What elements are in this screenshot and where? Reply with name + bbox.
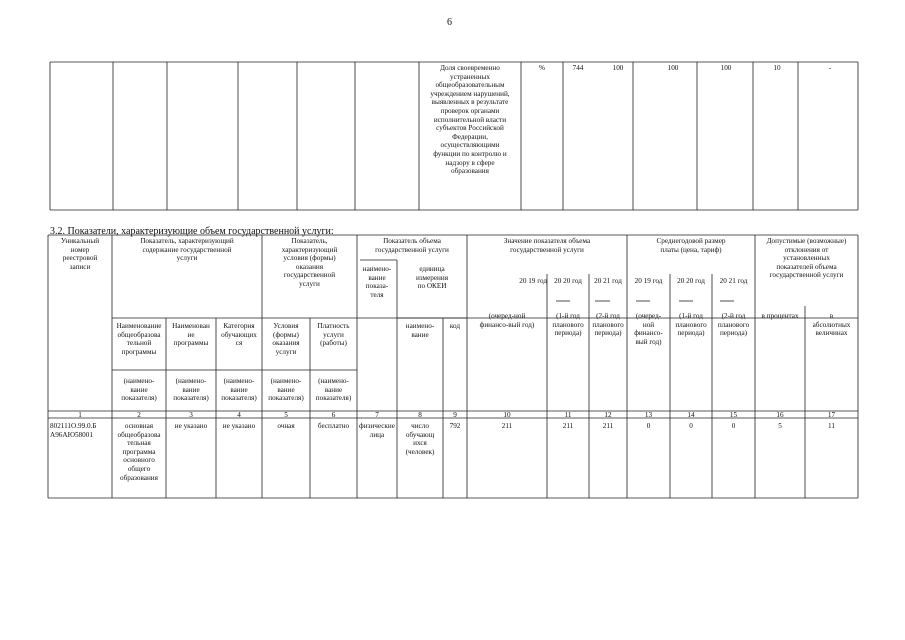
header-indicator-label: (наимено- вание показателя) bbox=[315, 377, 352, 403]
header-content-indicator: Показатель, характеризующий содержание государственной услуги bbox=[140, 237, 234, 263]
header-payment: Платность услуги (работы) bbox=[317, 322, 350, 348]
header-indicator-label: (наимено- вание показателя) bbox=[268, 377, 304, 403]
unit-cell: % bbox=[539, 64, 545, 72]
value-cell: 100 bbox=[667, 64, 679, 72]
col-number: 1 bbox=[78, 411, 82, 419]
header-indicator-label: (наимено- вание показателя) bbox=[221, 377, 257, 403]
program-cell: не указано bbox=[174, 422, 208, 430]
header-year-11: 20 20 год bbox=[554, 277, 582, 285]
col-number: 12 bbox=[604, 411, 612, 419]
header-indicator-label: (наимено- вание показателя) bbox=[173, 377, 209, 403]
value-cell: 100 bbox=[720, 64, 732, 72]
header-year-10: 20 19 год bbox=[519, 277, 547, 285]
unit-name-cell: число обучающ ихся (человек) bbox=[405, 422, 435, 456]
form-cell: очная bbox=[277, 422, 295, 430]
header-service-form: Условия (формы) оказания услуги bbox=[272, 322, 300, 356]
header-conditions-indicator: Показатель, характеризующий условия (формы) оказания государственной услуги bbox=[281, 237, 338, 288]
col-number: 9 bbox=[453, 411, 457, 419]
col-number: 16 bbox=[776, 411, 784, 419]
unit-code-cell: 792 bbox=[449, 422, 461, 430]
header-absolute: в абсолютных величинах bbox=[812, 312, 851, 338]
header-okei-unit: единица измерения по ОКЕИ bbox=[415, 265, 449, 291]
value-cell: 100 bbox=[612, 64, 624, 72]
col-number: 6 bbox=[331, 411, 336, 419]
header-period-13: (очеред- ной финансо- вый год) bbox=[634, 312, 663, 346]
header-unit-name: наимено- вание bbox=[405, 322, 435, 339]
header-volume-indicator: Показатель объема государственной услуги bbox=[375, 237, 449, 254]
category-cell: не указано bbox=[222, 422, 256, 430]
col-number: 11 bbox=[564, 411, 572, 419]
header-year-14: 20 20 год bbox=[677, 277, 705, 285]
section-title: 3.2. Показатели, характеризующие объем государственной услуги: bbox=[50, 226, 334, 237]
deviation-absolute-cell: 11 bbox=[828, 422, 835, 430]
col-number: 10 bbox=[503, 411, 511, 419]
col-number: 8 bbox=[418, 411, 422, 419]
page-number: 6 bbox=[447, 17, 452, 28]
header-registry-number: Уникальный номер реестровой записи bbox=[60, 237, 100, 271]
col-number: 4 bbox=[237, 411, 241, 419]
value-cell: 211 bbox=[562, 422, 574, 430]
col-number: 13 bbox=[644, 411, 653, 419]
col-number: 5 bbox=[284, 411, 288, 419]
value-cell: 211 bbox=[602, 422, 614, 430]
value-cell: - bbox=[828, 64, 832, 72]
header-students-category: Категория обучающих ся bbox=[221, 322, 257, 348]
value-cell: 211 bbox=[501, 422, 513, 430]
okei-code-cell: 744 bbox=[572, 64, 584, 72]
header-year-15: 20 21 год bbox=[719, 277, 748, 285]
header-percent: в процентах bbox=[761, 312, 799, 320]
header-unit-code: код bbox=[449, 322, 461, 330]
col-number: 17 bbox=[827, 411, 836, 419]
col-number: 3 bbox=[189, 411, 193, 419]
fee-cell: 0 bbox=[731, 422, 736, 430]
header-period-12: (2-й год планового периода) bbox=[592, 312, 624, 338]
header-allowed-deviations: Допустимые (возможные) отклонения от установленных показателей объема государственной услуги bbox=[766, 237, 847, 280]
header-period-14: (1-й год планового периода) bbox=[675, 312, 707, 338]
header-volume-value: Значение показателя объема государственной услуги bbox=[503, 237, 591, 254]
header-year-12: 20 21 год bbox=[594, 277, 622, 285]
value-cell: 10 bbox=[773, 64, 781, 72]
header-indicator-name: наимено- вание показа- теля bbox=[362, 265, 392, 299]
indicator-name-cell: физические лица bbox=[359, 422, 395, 439]
registry-number-cell: 802111О.99.0.Б А96АЮ58001 bbox=[50, 422, 97, 439]
header-period-10: (очеред-ной финансо-вый год) bbox=[479, 312, 535, 329]
indicator-name: Доля своевременно устраненных общеобразовательным учреждением нарушений, выявленных в результате проверок органами исполнительной власти субъектов Российской Федерации, осуществляющими функции по контролю и надзору в сфере образования bbox=[430, 64, 510, 176]
header-period-11: (1-й год планового периода) bbox=[552, 312, 584, 338]
fee-cell: 0 bbox=[646, 422, 651, 430]
payment-cell: бесплатно bbox=[317, 422, 350, 430]
header-year-13: 20 19 год bbox=[634, 277, 663, 285]
header-average-fee: Среднегодовой размер платы (цена, тариф) bbox=[656, 237, 726, 254]
program-name-cell: основная общеобразова тельная программа основного общего образования bbox=[117, 422, 161, 482]
deviation-percent-cell: 5 bbox=[778, 422, 782, 430]
header-indicator-label: (наимено- вание показателя) bbox=[121, 377, 157, 403]
header-program-name: Наименование общеобразова тельной программы bbox=[116, 322, 162, 356]
col-number: 2 bbox=[137, 411, 141, 419]
header-program: Наименован ие программы bbox=[172, 322, 210, 348]
col-number: 14 bbox=[687, 411, 695, 419]
header-period-15: (2-й год планового периода) bbox=[717, 312, 750, 338]
col-number: 15 bbox=[729, 411, 738, 419]
fee-cell: 0 bbox=[689, 422, 693, 430]
col-number: 7 bbox=[375, 411, 379, 419]
